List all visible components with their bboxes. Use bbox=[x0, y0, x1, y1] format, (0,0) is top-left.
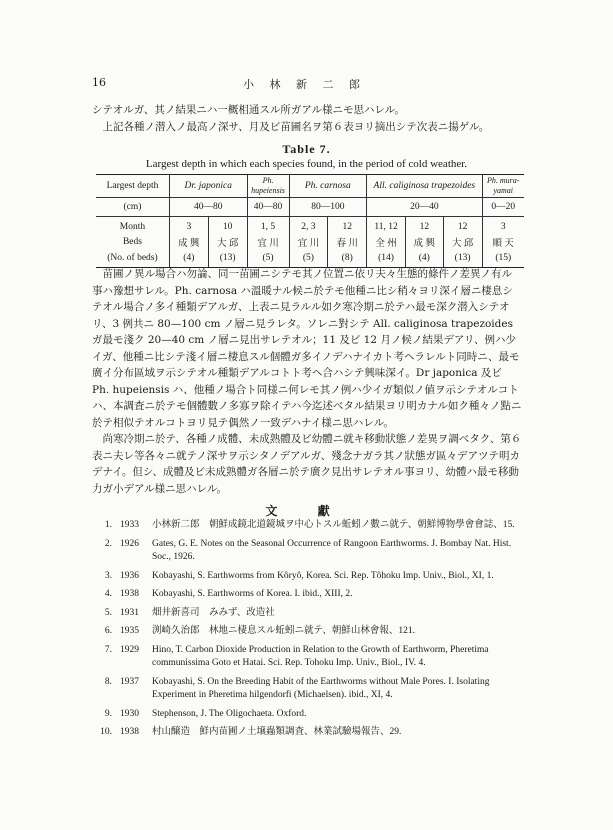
depth-cell: 20—40 bbox=[367, 198, 482, 217]
month-cell: 12 bbox=[443, 217, 482, 235]
reference-year: 1930 bbox=[120, 708, 139, 719]
reference-number: 4. bbox=[104, 589, 112, 599]
month-cell: 12 bbox=[405, 217, 443, 235]
reference-number: 8. bbox=[104, 676, 112, 687]
reference-year: 1931 bbox=[120, 607, 139, 618]
bed-cell: 順 天 bbox=[482, 234, 524, 250]
table-7 bbox=[96, 174, 524, 268]
count-cell: (13) bbox=[208, 250, 247, 268]
species-header: Ph. hupeiensis bbox=[247, 175, 289, 198]
reference-year: 1938 bbox=[120, 727, 139, 737]
month-cell: 10 bbox=[208, 217, 247, 235]
bed-cell: 全 州 bbox=[367, 234, 406, 250]
reference-text: 村山醸造 鮮内苗圃ノ土壌蟲類調査、林業試驗場報告、29. bbox=[152, 727, 402, 737]
reference-text: Gates, G. E. Notes on the Seasonal Occurrence of Rangoon Earthworms. J. Bombay Nat. Hist. Soc., 1926. bbox=[152, 538, 512, 562]
reference-item bbox=[92, 570, 532, 584]
depth-cell: 40—80 bbox=[169, 198, 247, 217]
running-header-author: 小 林 新 二 郎 bbox=[243, 78, 366, 91]
month-cell: 11, 12 bbox=[367, 217, 406, 235]
header-cm: (cm) bbox=[96, 198, 169, 217]
reference-text: Hino, T. Carbon Dioxide Production in Relation to the Growth of Earthworm, Pheretima communissima Goto et Hatai. Sci. Rep. Tohoku Imp. Univ., Biol., IV. 4. bbox=[152, 644, 489, 668]
reference-item bbox=[92, 519, 532, 533]
header-month: Month bbox=[119, 221, 146, 232]
reference-number: 7. bbox=[104, 644, 112, 655]
reference-number: 2. bbox=[104, 538, 112, 549]
bed-cell: 春 川 bbox=[328, 234, 367, 250]
reference-year: 1929 bbox=[120, 644, 139, 655]
reference-text: 小林新二郎 朝鮮成鏡北道鏡城ヲ中心トスル蚯蚓ノ數ニ就テ、朝鮮博物學會會誌、15. bbox=[152, 520, 515, 530]
body-paragraph-1: 苗圃ノ異ル場合ハ勿論、同一苗圃ニシテモ其ノ位置ニ依リ夫々生態的條件ノ差異ノ有ル事ハ豫想サレル。Ph. carnosa ハ溫暖ナル候ニ於テモ他種ニ比シ稍々ヨリ深イ層ニ棲息シテオル場合ノ多イ種類デアルガ、上表ニ見ラルル如ク寒冷期ニ於テハ最モ深ク潜入シテオリ、3 例共ニ 80—100 cm ノ層ニ見ラレタ。ソレニ對シテ All. caliginosa trapezoides ガ最モ淺ク 20—40 cm ノ層ニ見出サレテオル；11 及ビ 12 月ノ候ノ結果デアリ、例ハ少イガ、他種ニ比シテ淺イ層ニ棲息スル個體ガ多イノデハナイカト考ヘラレルト同時ニ、最モ廣イ分布區域ヲ示シテオル種類デアルコトト考ヘ合ハシテ興味深イ。Dr japonica 及ビ Ph. hupeiensis ハ、他種ノ場合ト同様ニ何レモ其ノ例ハ少イガ類似ノ値ヲ示シテオルコトハ、本調査ニ於テモ個體數ノ多寡ヲ除イテハ今迄述ベタル結果ヨリ明カナル如ク種々ノ點ニ於テ相似テオルコトヨリ見テ偶然ノ一致デハナイ様ニ思ハレル。 bbox=[92, 268, 522, 429]
reference-number: 3. bbox=[104, 570, 112, 581]
depth-cell: 40—80 bbox=[247, 198, 289, 217]
body-text bbox=[92, 266, 522, 497]
reference-number: 1. bbox=[104, 520, 112, 530]
table-subtitle: Largest depth in which each species found, in the period of cold weather. bbox=[145, 158, 468, 170]
reference-text: 渕崎久治郎 林地ニ棲息スル蚯蚓ニ就テ、朝鮮山林會報、121. bbox=[152, 626, 415, 636]
reference-text: 畑井新喜司 みみず、改造社 bbox=[152, 607, 275, 618]
header-beds: Beds bbox=[122, 237, 142, 247]
bed-cell: 成 興 bbox=[405, 234, 443, 250]
running-header bbox=[92, 76, 517, 92]
count-cell: (15) bbox=[482, 250, 524, 268]
bed-cell: 大 邱 bbox=[443, 234, 482, 250]
reference-item bbox=[92, 607, 532, 621]
reference-item bbox=[92, 538, 532, 565]
month-cell: 2, 3 bbox=[289, 217, 328, 235]
reference-item bbox=[92, 708, 532, 722]
reference-item bbox=[92, 625, 532, 639]
month-cell: 12 bbox=[328, 217, 367, 235]
bed-cell: 大 邱 bbox=[208, 234, 247, 250]
month-cell: 3 bbox=[169, 217, 208, 235]
references-list bbox=[92, 519, 532, 745]
reference-item bbox=[92, 588, 532, 602]
header-no-of-beds: (No. of beds) bbox=[96, 250, 169, 268]
species-header: All. caliginosa trapezoides bbox=[367, 175, 482, 198]
table-caption: Table 7. bbox=[282, 142, 331, 156]
reference-year: 1937 bbox=[120, 676, 139, 687]
bed-cell: 宜 川 bbox=[247, 234, 289, 250]
bed-cell: 成 興 bbox=[169, 234, 208, 250]
count-cell: (13) bbox=[443, 250, 482, 268]
month-cell: 3 bbox=[482, 217, 524, 235]
count-cell: (5) bbox=[247, 250, 289, 268]
reference-number: 6. bbox=[104, 626, 112, 636]
count-cell: (14) bbox=[367, 250, 406, 268]
reference-item bbox=[92, 676, 532, 703]
reference-number: 5. bbox=[104, 607, 112, 618]
species-header: Dr. japonica bbox=[169, 175, 247, 198]
count-cell: (4) bbox=[405, 250, 443, 268]
month-cell: 1, 5 bbox=[247, 217, 289, 235]
reference-year: 1933 bbox=[120, 520, 139, 530]
reference-number: 10. bbox=[100, 727, 112, 737]
reference-text: Kobayashi, S. Earthworms from Kôryô, Korea. Sci. Rep. Tôhoku Imp. Univ., Biol., XI, 1. bbox=[152, 570, 494, 581]
reference-text: Stephenson, J. The Oligochaeta. Oxford. bbox=[152, 708, 307, 719]
body-paragraph-2: 尚寒冷期ニ於テ、各種ノ成體、未成熟體及ビ幼體ニ就キ移動狀態ノ差異ヲ調ベタク、第６表ニ夫レ等各々ニ就テノ深サヲ示シタノデアルガ、殘念ナガラ其ノ狀態ガ區々デアツテ明カデナイ。但シ、成體及ビ未成熟體ガ各層ニ於テ廣ク見出サレテオル事ヨリ、幼體ハ最モ移動力ガ小デアル様ニ思ハレル。 bbox=[92, 433, 522, 495]
intro-paragraph bbox=[92, 102, 522, 135]
reference-text: Kobayashi, S. On the Breeding Habit of the Earthworms without Male Pores. I. Isolating Experiment in Pheretima hilgendorfi (Michaelsen). ibid., XI, 4. bbox=[152, 676, 490, 700]
count-cell: (5) bbox=[289, 250, 328, 268]
intro-line-1: シテオルガ、其ノ結果ニハ一概相通スル所ガアル様ニモ思ハレル。 bbox=[92, 104, 405, 116]
reference-year: 1936 bbox=[120, 570, 139, 581]
reference-text: Kobayashi, S. Earthworms of Korea. I. ibid., XIII, 2. bbox=[152, 589, 353, 599]
count-cell: (8) bbox=[328, 250, 367, 268]
depth-cell: 80—100 bbox=[289, 198, 367, 217]
reference-year: 1935 bbox=[120, 626, 139, 636]
reference-item bbox=[92, 726, 532, 740]
species-header: Ph. carnosa bbox=[289, 175, 367, 198]
reference-item bbox=[92, 644, 532, 671]
page-number: 16 bbox=[92, 76, 106, 89]
depth-cell: 0—20 bbox=[482, 198, 524, 217]
bed-cell: 宜 川 bbox=[289, 234, 328, 250]
count-cell: (4) bbox=[169, 250, 208, 268]
reference-year: 1926 bbox=[120, 538, 139, 549]
intro-line-2: 上記各種ノ潜入ノ最高ノ深サ、月及ビ苗圃名ヲ第６表ヨリ摘出シテ次表ニ揚ゲル。 bbox=[102, 120, 490, 133]
species-header: Ph. mura-yamai bbox=[482, 175, 524, 198]
references-heading: 文 獻 bbox=[265, 504, 348, 518]
header-largest-depth: Largest depth bbox=[96, 175, 169, 198]
reference-number: 9. bbox=[104, 708, 112, 719]
reference-year: 1938 bbox=[120, 589, 139, 599]
